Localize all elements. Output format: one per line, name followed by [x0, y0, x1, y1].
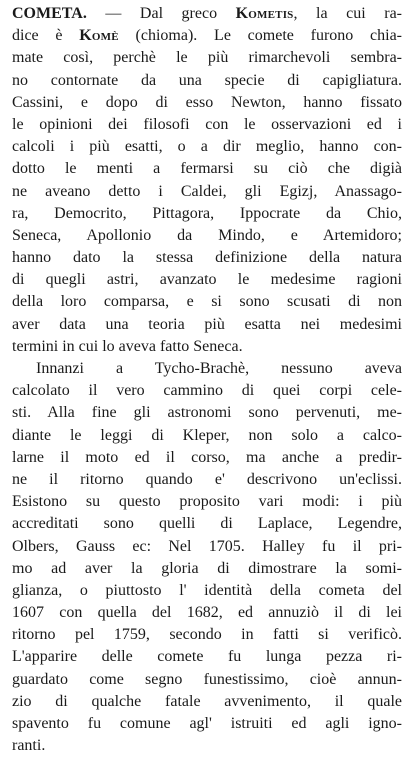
text-run: mate così, perchè le più rimarchevoli sembra- [12, 49, 402, 67]
text-line [12, 70, 402, 92]
text-line [12, 602, 402, 624]
text-run: della loro comparsa, e si sono scusati di non [12, 293, 402, 311]
text-line [12, 247, 402, 269]
paragraph-2 [12, 358, 402, 757]
text-run: mo ad aver la gloria di dimostrare la somi- [12, 559, 402, 577]
text-run: le opinioni dei filosofi con le osservazioni ed i [12, 115, 402, 133]
text-run: aver data una teoria più esatta nei medesimi [12, 315, 402, 333]
text-run: Seneca, Apollonio da Mindo, e Artemidoro; [12, 226, 402, 244]
text-run: hanno dato la stessa definizione della natura [12, 249, 402, 267]
text-run: — Dal greco [86, 5, 236, 22]
etymology-term: Komè [79, 27, 119, 45]
text-line [12, 158, 402, 180]
text-run: di quegli astri, avanzato le medesime ragioni [12, 271, 402, 289]
text-run: Cassini, e dopo di esso Newton, hanno fissato [12, 93, 402, 111]
text-line [12, 425, 402, 447]
text-line [12, 558, 402, 580]
text-line [12, 447, 402, 469]
text-run: calcolato il vero cammino di quei corpi cele- [12, 382, 402, 400]
text-line [12, 624, 402, 646]
text-line [12, 114, 402, 136]
text-run: ne il ritorno quando e' descrivono un'eclissi. [12, 470, 402, 488]
text-line [12, 269, 402, 291]
text-run: accreditati sono quelli di Laplace, Legendre, [12, 515, 402, 533]
text-run: glianza, o piuttosto l' identità della cometa del [12, 581, 402, 599]
text-run: L'apparire delle comete fu lunga pezza ri- [12, 648, 402, 666]
text-run: sti. Alla fine gli astronomi sono pervenuti, me- [12, 404, 402, 422]
text-run: dice è [12, 27, 80, 45]
text-run: diante le leggi di Kleper, non solo a calco- [12, 426, 402, 444]
text-run: termini in cui lo aveva fatto Seneca. [12, 337, 243, 355]
text-line [12, 203, 402, 225]
text-line [12, 314, 402, 336]
text-line [12, 336, 402, 358]
text-line [12, 47, 402, 69]
text-run: no contornate da una specie di capigliatura. [12, 71, 402, 89]
text-line [12, 25, 402, 47]
text-run: calcoli i più esatti, o a dir meglio, hanno con- [12, 138, 402, 156]
text-run: ra, Democrito, Pittagora, Ippocrate da Chio, [12, 204, 402, 222]
text-line [12, 225, 402, 247]
text-run: Olbers, Gauss ec: Nel 1705. Halley fu il pri- [12, 537, 402, 555]
text-line [12, 3, 402, 25]
text-run: spavento fu comune agl' istruiti ed agli igno- [12, 715, 402, 732]
text-line [12, 136, 402, 158]
text-line [12, 646, 402, 668]
etymology-term: Kometis [235, 5, 294, 22]
text-run: 1607 con quella del 1682, ed annuziò il di lei [12, 604, 402, 622]
document-page [12, 3, 402, 757]
text-line [12, 713, 402, 735]
text-run: ritorno pel 1759, secondo in fatti si verificò. [12, 626, 402, 644]
text-run: (chioma). Le comete furono chia- [118, 27, 403, 45]
text-run: ne aveano detto i Caldei, gli Egizj, Anassago- [12, 182, 402, 200]
text-line [12, 402, 402, 424]
text-line [12, 513, 402, 535]
text-line [12, 181, 402, 203]
text-run: larne il moto ed il corso, ma anche a predir- [12, 448, 402, 466]
encyclopedia-entry [12, 3, 402, 757]
text-line [12, 92, 402, 114]
text-line [12, 580, 402, 602]
text-line [12, 491, 402, 513]
text-line [12, 691, 402, 713]
text-line [12, 291, 402, 313]
text-run: guardato come segno funestissimo, cioè annun- [12, 670, 402, 688]
text-line [12, 536, 402, 558]
text-line [12, 469, 402, 491]
text-line [12, 358, 402, 380]
text-run: Innanzi a Tycho-Brachè, nessuno aveva [36, 360, 402, 377]
text-line [12, 380, 402, 402]
entry-headword: COMETA. [12, 5, 87, 22]
text-run: , la cui ra- [293, 5, 402, 22]
paragraph-1 [12, 3, 402, 358]
text-run: ranti. [12, 737, 46, 755]
text-line [12, 669, 402, 691]
text-line [12, 735, 402, 757]
text-run: dotto le menti a fermarsi su ciò che digià [12, 160, 402, 178]
text-run: Esistono su questo proposito vari modi: i più [12, 493, 402, 511]
text-run: zio di qualche fatale avvenimento, il quale [12, 692, 402, 710]
